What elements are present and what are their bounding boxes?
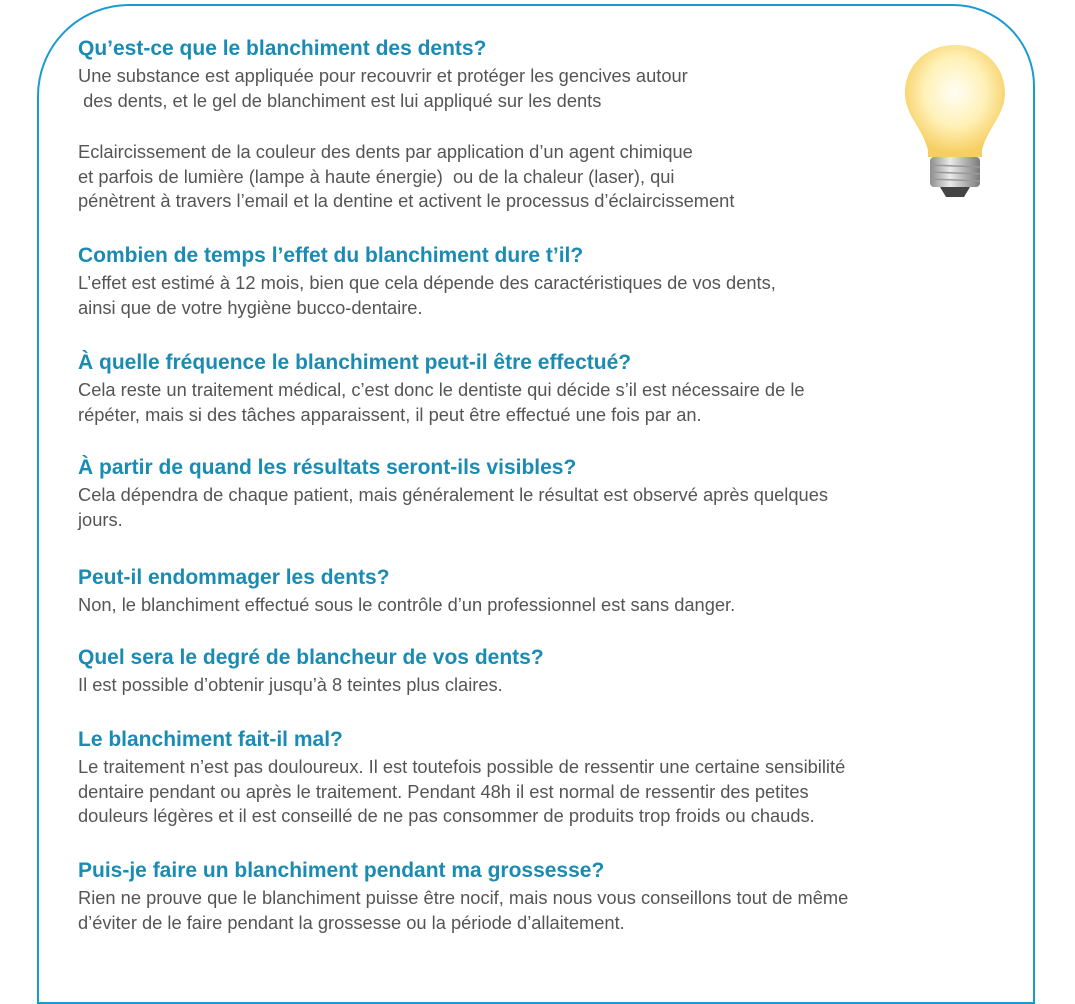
faq-answer [78, 593, 1018, 618]
answer-line: d’éviter de le faire pendant la grossesse ou la période d’allaitement. [78, 911, 625, 933]
answer-line: Le traitement n’est pas douloureux. Il est toutefois possible de ressentir une certaine sensibilité [78, 756, 846, 777]
answer-line: pénètrent à travers l’email et la dentine et activent le processus d’éclaircissement [78, 190, 735, 211]
faq-question: Puis-je faire un blanchiment pendant ma grossesse? [78, 859, 605, 882]
answer-line: Non, le blanchiment effectué sous le contrôle d’un professionnel est sans danger. [78, 594, 736, 615]
faq-answer [78, 886, 1018, 935]
faq-answer [78, 755, 1018, 829]
faq-answer [78, 378, 1018, 427]
answer-line: douleurs légères et il est conseillé de ne pas consommer de produits trop froids ou chauds. [78, 805, 815, 826]
faq-question: Combien de temps l’effet du blanchiment dure t’il? [78, 244, 584, 267]
faq-question: Le blanchiment fait-il mal? [78, 728, 343, 751]
faq-answer [78, 64, 1018, 214]
faq-answer [78, 673, 1018, 698]
answer-line: L’effet est estimé à 12 mois, bien que cela dépende des caractéristiques de vos dents, [78, 272, 776, 293]
answer-line: Cela dépendra de chaque patient, mais généralement le résultat est observé après quelques [78, 484, 829, 505]
faq-question: À quelle fréquence le blanchiment peut-il être effectué? [78, 351, 632, 374]
answer-line: jours. [78, 508, 123, 530]
faq-item [78, 858, 1018, 935]
faq-item [78, 36, 1018, 214]
answer-line: Une substance est appliquée pour recouvrir et protéger les gencives autour [78, 65, 688, 86]
faq-question: Peut-il endommager les dents? [78, 566, 390, 589]
faq-answer [78, 483, 1018, 532]
faq-item [78, 645, 1018, 698]
answer-line: répéter, mais si des tâches apparaissent, il peut être effectué une fois par an. [78, 403, 702, 425]
faq-question: Qu’est-ce que le blanchiment des dents? [78, 37, 487, 60]
faq-question: À partir de quand les résultats seront-ils visibles? [78, 456, 577, 479]
faq-question: Quel sera le degré de blancheur de vos dents? [78, 646, 544, 669]
faq-item [78, 350, 1018, 427]
faq-item [78, 727, 1018, 829]
answer-line: Rien ne prouve que le blanchiment puisse être nocif, mais nous vous conseillons tout de même [78, 887, 849, 908]
paragraph-gap [78, 113, 1018, 140]
answer-line: Il est possible d’obtenir jusqu’à 8 teintes plus claires. [78, 674, 503, 695]
faq-item [78, 565, 1018, 618]
answer-line: Eclaircissement de la couleur des dents par application d’un agent chimique [78, 141, 693, 162]
faq-answer [78, 271, 1018, 320]
answer-line: ainsi que de votre hygiène bucco-dentaire. [78, 296, 423, 318]
answer-line: et parfois de lumière (lampe à haute énergie) ou de la chaleur (laser), qui [78, 165, 675, 187]
faq-item [78, 243, 1018, 320]
answer-line: Cela reste un traitement médical, c’est donc le dentiste qui décide s’il est nécessaire de le [78, 379, 805, 400]
answer-line: des dents, et le gel de blanchiment est lui appliqué sur les dents [78, 89, 602, 111]
answer-line: dentaire pendant ou après le traitement. Pendant 48h il est normal de ressentir des petites [78, 780, 809, 802]
faq-item [78, 455, 1018, 532]
